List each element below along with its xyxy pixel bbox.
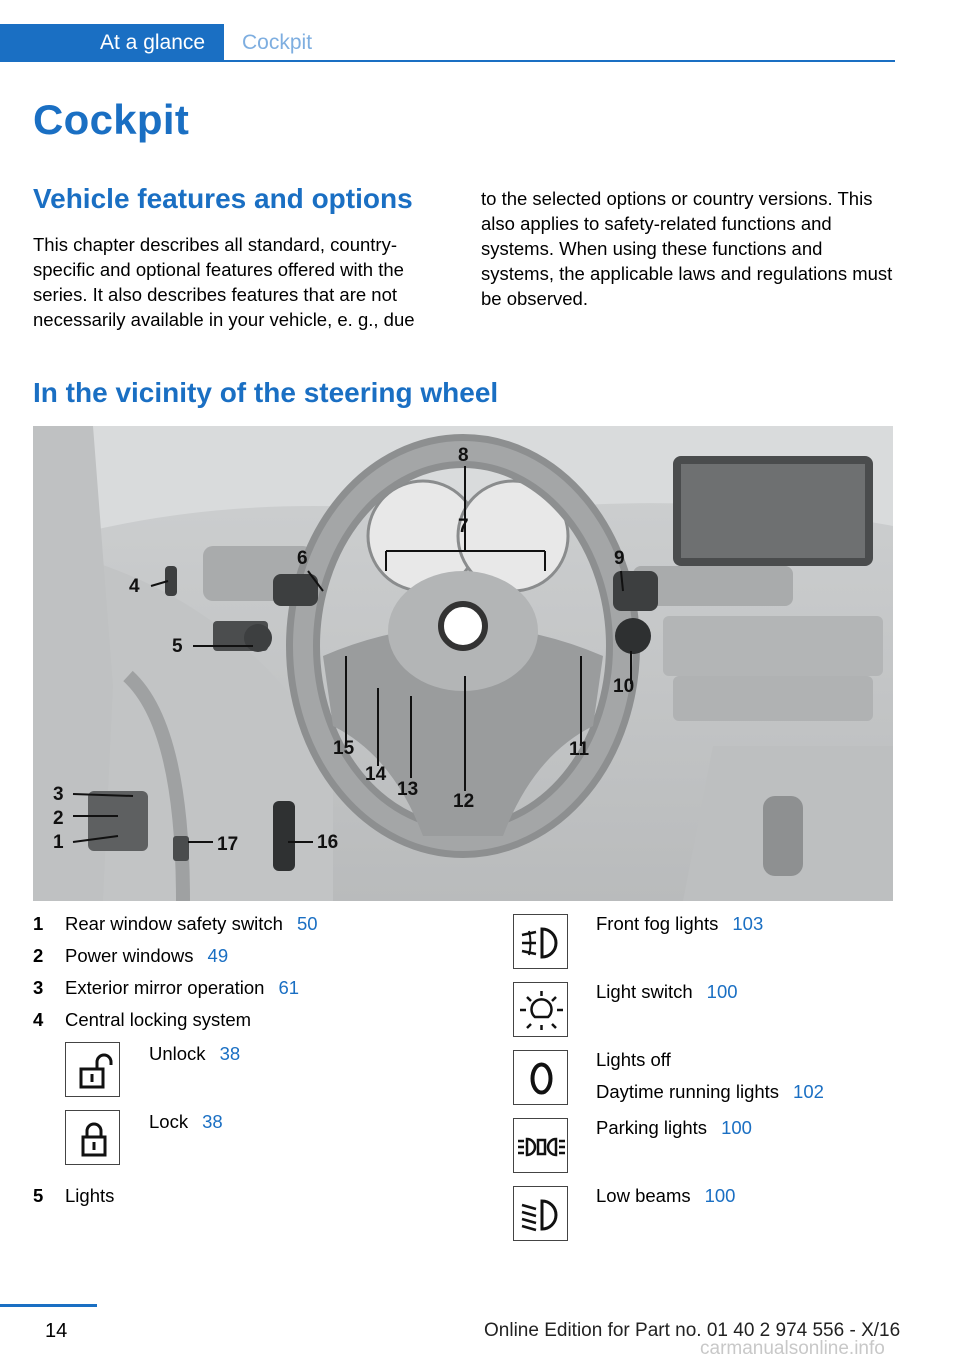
legend-item (33, 1008, 473, 1040)
callout-1: 1 (53, 832, 64, 853)
legend-label: Central locking system (65, 1009, 252, 1030)
tab-cockpit[interactable]: Cockpit (242, 31, 313, 54)
page-link[interactable]: 103 (732, 913, 764, 934)
tab-at-a-glance[interactable]: At a glance (0, 24, 224, 62)
low-beams-row (513, 1184, 893, 1252)
page-link[interactable]: 38 (202, 1111, 223, 1132)
parking-lights-label: Parking lights 100 (596, 1117, 752, 1138)
page-title: Cockpit (33, 96, 190, 143)
page-link[interactable]: 102 (793, 1081, 824, 1102)
callout-17: 17 (217, 834, 239, 855)
callout-11: 11 (569, 739, 590, 760)
page-number: 14 (45, 1320, 68, 1342)
callout-10: 10 (613, 676, 635, 697)
front-fog-row (513, 912, 893, 980)
page-link[interactable]: 38 (219, 1043, 241, 1064)
low-beams-label: Low beams 100 (596, 1185, 736, 1206)
callout-15: 15 (333, 738, 355, 759)
legend-number: 3 (33, 977, 44, 998)
legend-item (33, 944, 473, 976)
legend-label: Exterior mirror operation (65, 977, 265, 998)
lights-off-row (513, 1048, 893, 1116)
callout-16: 16 (317, 832, 339, 853)
legend-label: Rear window safety switch (65, 913, 283, 934)
header-rule (0, 60, 895, 62)
cockpit-illustration (33, 426, 893, 901)
callout-2: 2 (53, 808, 64, 829)
low-beams-icon (513, 1186, 568, 1241)
legend-right (513, 912, 893, 1252)
lights-off-icon (513, 1050, 568, 1105)
header-bar (0, 24, 895, 62)
callout-4: 4 (129, 576, 140, 597)
light-switch-icon (513, 982, 568, 1037)
footer-rule (0, 1304, 97, 1307)
lock-icon (65, 1110, 120, 1165)
legend-item (33, 912, 473, 944)
legend-number: 2 (33, 945, 44, 966)
callout-13: 13 (397, 779, 419, 800)
callout-7: 7 (458, 516, 469, 537)
legend-left (33, 912, 473, 1216)
front-fog-label: Front fog lights 103 (596, 913, 764, 934)
cockpit-drawing (33, 426, 893, 901)
callout-14: 14 (365, 764, 387, 785)
page-link[interactable]: 100 (721, 1117, 752, 1138)
legend-number: 1 (33, 913, 44, 934)
callout-6: 6 (297, 548, 308, 569)
legend-number: 5 (33, 1185, 44, 1206)
legend-number: 4 (33, 1009, 44, 1030)
parking-lights-icon (513, 1118, 568, 1173)
lock-label: Lock 38 (149, 1111, 223, 1132)
watermark: carmanualsonline.info (700, 1338, 885, 1359)
daytime-running-lights-label: Daytime running lights 102 (596, 1081, 824, 1102)
edition-note: Online Edition for Part no. 01 40 2 974 556 - X/16 (484, 1320, 901, 1341)
legend-label: Lights (65, 1185, 115, 1206)
callout-5: 5 (172, 636, 183, 657)
page-link[interactable]: 100 (704, 1185, 736, 1206)
unlock-icon (65, 1042, 120, 1097)
page-link[interactable]: 61 (278, 977, 300, 998)
callout-9: 9 (614, 548, 625, 569)
legend-label: Power windows (65, 945, 194, 966)
unlock-label: Unlock 38 (149, 1043, 241, 1064)
lights-off-label: Lights off (596, 1049, 671, 1070)
light-switch-row (513, 980, 893, 1048)
legend-item (33, 1184, 473, 1216)
lock-row (33, 1110, 473, 1178)
light-switch-label: Light switch 100 (596, 981, 738, 1002)
page-link[interactable]: 50 (296, 913, 318, 934)
page-link[interactable]: 100 (706, 981, 738, 1002)
callout-12: 12 (453, 791, 475, 812)
callout-3: 3 (53, 784, 64, 805)
parking-lights-row (513, 1116, 893, 1184)
front-fog-lights-icon (513, 914, 568, 969)
unlock-row (33, 1042, 473, 1110)
page-link[interactable]: 49 (207, 945, 229, 966)
section-title: Vehicle features and options (33, 183, 413, 214)
callout-8: 8 (458, 445, 469, 466)
intro-text-left: This chapter describes all standard, country-specific and optional features offered with the series. It also describes features that are not necessarily available in your vehicle, e. g., due (33, 234, 415, 330)
legend-item (33, 976, 473, 1008)
section-title-steering-wheel: In the vicinity of the steering wheel (33, 377, 499, 408)
intro-text-right: to the selected options or country versions. This also applies to safety-related functions and systems. When using these functions and systems, the applicable laws and regulations must be observed. (481, 188, 893, 309)
